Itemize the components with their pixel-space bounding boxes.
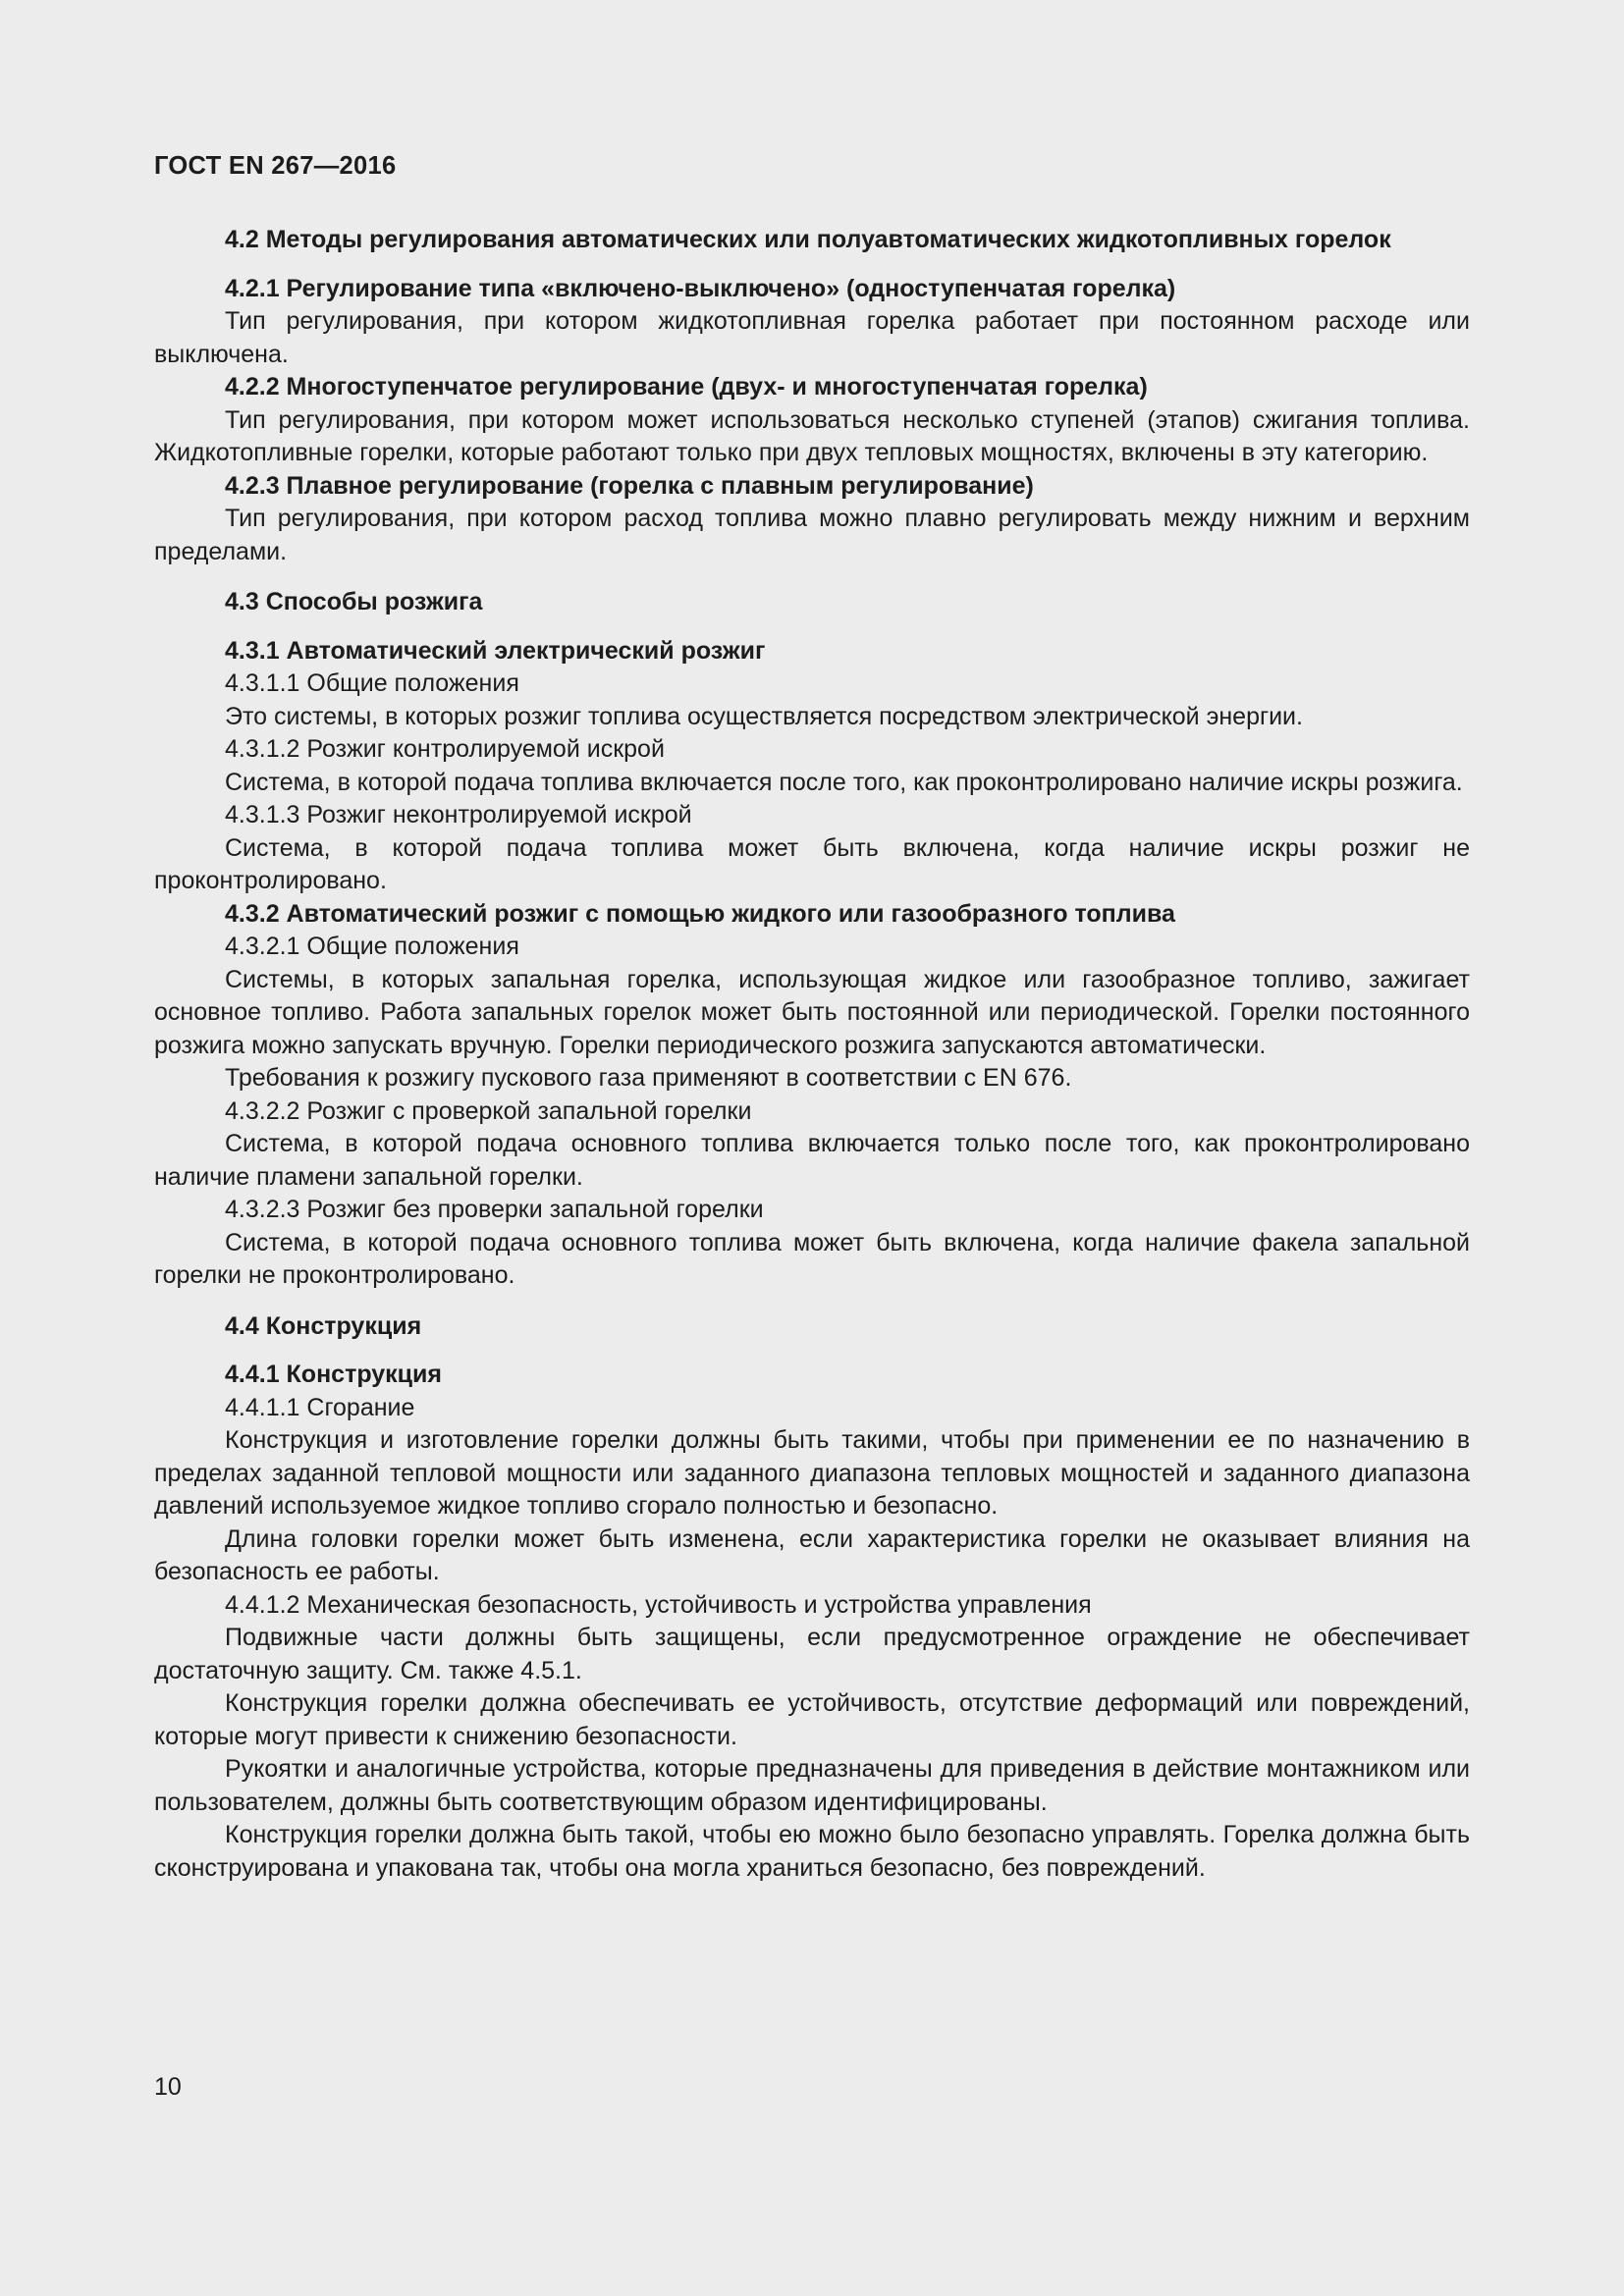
paragraph: Тип регулирования, при котором может использоваться несколько ступеней (этапов) сжигания топлива. Жидкотопливные горелки, которые работают только при двух тепловых мощностях, включены в эту категорию. xyxy=(154,405,1470,466)
section-heading-4-2: 4.2 Методы регулирования автоматических или полуавтоматических жидкотопливных горелок xyxy=(225,226,1391,253)
paragraph: Система, в которой подача топлива может быть включена, когда наличие искры розжиг не проконтролировано. xyxy=(154,833,1470,894)
subsection-heading-4-3-1: 4.3.1 Автоматический электрический розжиг xyxy=(225,636,766,665)
paragraph: Длина головки горелки может быть изменена, если характеристика горелки не оказывает влияния на безопасность ее работы. xyxy=(154,1524,1470,1585)
document-body xyxy=(154,224,1470,1885)
paragraph: Подвижные части должны быть защищены, если предусмотренное ограждение не обеспечивает достаточную защиту. См. также 4.5.1. xyxy=(154,1624,1470,1684)
paragraph: Система, в которой подача основного топлива включается только после того, как проконтролировано наличие пламени запальной горелки. xyxy=(154,1130,1470,1191)
paragraph: Это системы, в которых розжиг топлива осуществляется посредством электрической энергии. xyxy=(225,702,1303,730)
page-number: 10 xyxy=(154,2073,182,2101)
paragraph: Тип регулирования, при котором расход топлива можно плавно регулировать между нижним и верхним пределами. xyxy=(154,505,1470,565)
clause-title: 4.3.1.3 Розжиг неконтролируемой искрой xyxy=(225,801,692,828)
paragraph: Конструкция горелки должна быть такой, чтобы ею можно было безопасно управлять. Горелка должна быть сконструирована и упакована так, чтобы она могла храниться безопасно, без повреждений. xyxy=(154,1821,1470,1882)
paragraph: Тип регулирования, при котором жидкотопливная горелка работает при постоянном расходе или выключена. xyxy=(154,307,1470,368)
paragraph: Системы, в которых запальная горелка, использующая жидкое или газообразное топливо, зажигает основное топливо. Работа запальных горелок может быть постоянной или периодической. Горелки постоянного розжига можно запускать вручную. Горелки периодического розжига запускаются автоматически. xyxy=(154,965,1470,1059)
paragraph: Конструкция горелки должна обеспечивать ее устойчивость, отсутствие деформаций или повреждений, которые могут привести к снижению безопасности. xyxy=(154,1689,1470,1750)
clause-title: 4.4.1.1 Сгорание xyxy=(225,1393,415,1421)
subsection-heading-4-2-3: 4.2.3 Плавное регулирование (горелка с плавным регулирование) xyxy=(225,471,1034,500)
clause-title: 4.3.2.1 Общие положения xyxy=(225,933,519,960)
section-heading-4-4: 4.4 Конструкция xyxy=(225,1311,422,1340)
paragraph: Система, в которой подача основного топлива может быть включена, когда наличие факела запальной горелки не проконтролировано. xyxy=(154,1228,1470,1289)
document-header: ГОСТ EN 267—2016 xyxy=(154,152,397,180)
subsection-heading-4-4-1: 4.4.1 Конструкция xyxy=(225,1361,443,1388)
clause-title: 4.3.1.1 Общие положения xyxy=(225,669,519,697)
clause-title: 4.3.2.3 Розжиг без проверки запальной горелки xyxy=(225,1196,764,1223)
section-heading-4-3: 4.3 Способы розжига xyxy=(225,588,483,615)
paragraph: Система, в которой подача топлива включается после того, как проконтролировано наличие искры розжига. xyxy=(225,768,1463,796)
paragraph: Рукоятки и аналогичные устройства, которые предназначены для приведения в действие монтажником или пользователем, должны быть соответствующим образом идентифицированы. xyxy=(154,1755,1470,1816)
clause-title: 4.4.1.2 Механическая безопасность, устойчивость и устройства управления xyxy=(225,1590,1092,1619)
subsection-heading-4-2-2: 4.2.2 Многоступенчатое регулирование (двух- и многоступенчатая горелка) xyxy=(225,373,1148,400)
clause-title: 4.3.1.2 Розжиг контролируемой искрой xyxy=(225,735,665,763)
subsection-heading-4-3-2: 4.3.2 Автоматический розжиг с помощью жидкого или газообразного топлива xyxy=(225,899,1175,928)
paragraph: Требования к розжигу пускового газа применяют в соответствии с EN 676. xyxy=(225,1064,1072,1092)
subsection-heading-4-2-1: 4.2.1 Регулирование типа «включено-выключено» (одноступенчатая горелка) xyxy=(225,274,1176,302)
clause-title: 4.3.2.2 Розжиг с проверкой запальной горелки xyxy=(225,1096,752,1125)
paragraph: Конструкция и изготовление горелки должны быть такими, чтобы при применении ее по назначению в пределах заданной тепловой мощности или заданного диапазона тепловых мощностей и заданного диапазона давлений используемое жидкое топливо сгорало полностью и безопасно. xyxy=(154,1426,1470,1520)
